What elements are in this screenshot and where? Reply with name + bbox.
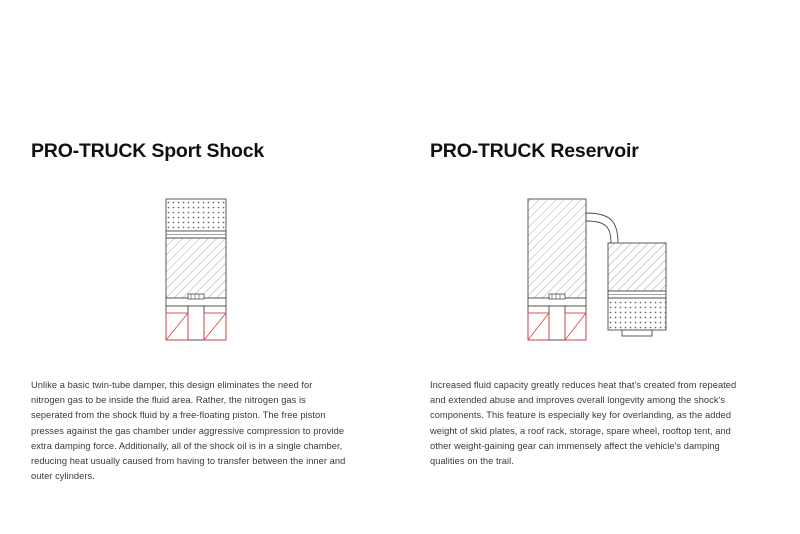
body-text-sport-shock: Unlike a basic twin-tube damper, this design eliminates the need for nitrogen gas to be inside the fluid area. Rather, the nitrogen gas is seperated from the shock fluid by a free-floating piston. The free piston presses against the gas chamber under aggressive compression to provide extra damping force. Additionally, all of the shock oil is in a single chamber, reducing heat usually caused from having to transfer between the inner and outer cylinders. xyxy=(31,380,346,481)
two-column-layout xyxy=(0,140,800,493)
sport-shock-diagram xyxy=(141,195,261,350)
column-sport-shock xyxy=(0,140,400,493)
body-text-reservoir: Increased fluid capacity greatly reduces heat that's created from repeated and extended abuse and improves overall longevity among the shock's components. This feature is especially key for overlanding, as the added weight of skid plates, a roof rack, storage, spare wheel, rooftop tent, and other weight-gaining gear can immensely affect the vehicle's damping qualities on the trail. xyxy=(430,380,737,466)
reservoir-shock-diagram xyxy=(518,195,683,350)
reservoir-shock-svg xyxy=(518,195,683,345)
page-title-reservoir: PRO-TRUCK Reservoir xyxy=(430,140,639,162)
sport-shock-svg xyxy=(141,195,261,345)
column-reservoir xyxy=(400,140,800,493)
page-title-sport-shock: PRO-TRUCK Sport Shock xyxy=(31,140,265,162)
